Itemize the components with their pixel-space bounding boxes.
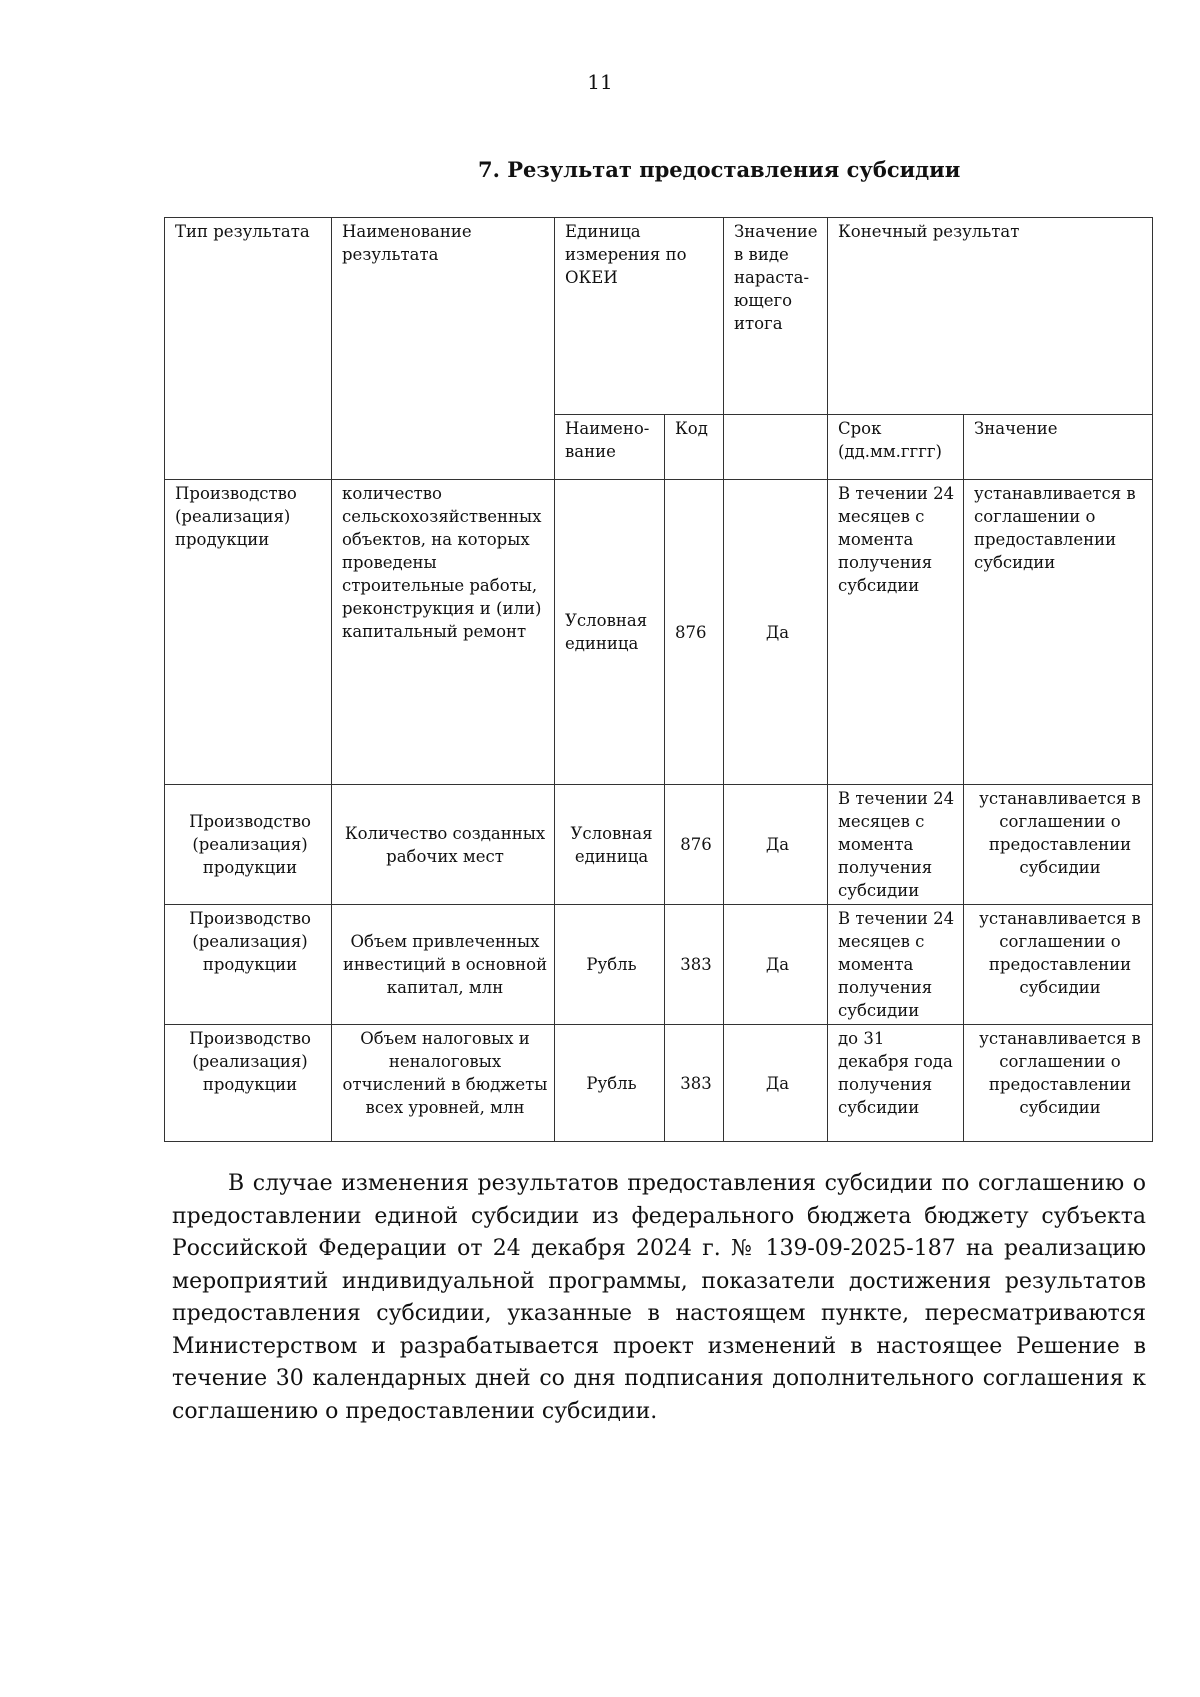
header-cumulative: Значение в виде нараста-ющего итога — [724, 218, 828, 415]
row-unit-code: 876 — [665, 785, 724, 905]
results-table — [164, 217, 1153, 1142]
row-unit-code: 383 — [665, 905, 724, 1025]
row-deadline: до 31 декабря года получения субсидии — [828, 1025, 964, 1142]
body-paragraph — [172, 1168, 1146, 1428]
table-header-row — [165, 218, 1153, 415]
row-cumulative: Да — [724, 480, 828, 785]
row-value: устанавливается в соглашении о предоставлении субсидии — [964, 905, 1153, 1025]
row-deadline: В течении 24 месяцев с момента получения субсидии — [828, 785, 964, 905]
row-type: Производство (реализация) продукции — [165, 785, 332, 905]
row-unit-name: Условная единица — [555, 480, 665, 785]
header-unit-code: Код — [665, 415, 724, 480]
row-deadline: В течении 24 месяцев с момента получения субсидии — [828, 905, 964, 1025]
row-unit-code: 383 — [665, 1025, 724, 1142]
section-title: 7. Результат предоставления субсидии — [478, 157, 961, 182]
header-cumulative-empty — [724, 415, 828, 480]
table-row — [165, 480, 1153, 785]
page-number: 11 — [587, 70, 613, 94]
row-type: Производство (реализация) продукции — [165, 1025, 332, 1142]
row-name: количество сельскохозяйственных объектов, на которых проведены строительные работы, реконструкция и (или) капитальный ремонт — [332, 480, 555, 785]
row-value: устанавливается в соглашении о предоставлении субсидии — [964, 785, 1153, 905]
row-value: устанавливается в соглашении о предоставлении субсидии — [964, 1025, 1153, 1142]
row-type: Производство (реализация) продукции — [165, 480, 332, 785]
header-unit: Единица измерения по ОКЕИ — [555, 218, 724, 415]
paragraph-text: В случае изменения результатов предоставления субсидии по соглашению о предоставлении единой субсидии из федерального бюджета бюджету субъекта Российской Федерации от 24 декабря 2024 г. № 139-09-2025-187 на реализацию мероприятий индивидуальной программы, показатели достижения результатов предоставления субсидии, указанные в настоящем пункте, пересматриваются Министерством и разрабатывается проект изменений в настоящее Решение в течение 30 календарных дней со дня подписания дополнительного соглашения к соглашению о предоставлении субсидии. — [172, 1171, 1146, 1424]
row-deadline: В течении 24 месяцев с момента получения субсидии — [828, 480, 964, 785]
row-name: Объем привлеченных инвестиций в основной капитал, млн — [332, 905, 555, 1025]
header-value: Значение — [964, 415, 1153, 480]
row-cumulative: Да — [724, 1025, 828, 1142]
header-type: Тип результата — [165, 218, 332, 480]
row-cumulative: Да — [724, 905, 828, 1025]
header-final: Конечный результат — [828, 218, 1153, 415]
row-name: Объем налоговых и неналоговых отчислений в бюджеты всех уровней, млн — [332, 1025, 555, 1142]
row-name: Количество созданных рабочих мест — [332, 785, 555, 905]
row-unit-code: 876 — [665, 480, 724, 785]
header-deadline: Срок (дд.мм.гггг) — [828, 415, 964, 480]
header-name: Наименование результата — [332, 218, 555, 480]
row-unit-name: Рубль — [555, 905, 665, 1025]
table-row — [165, 1025, 1153, 1142]
row-cumulative: Да — [724, 785, 828, 905]
table-row — [165, 905, 1153, 1025]
header-unit-name: Наимено-вание — [555, 415, 665, 480]
row-unit-name: Условная единица — [555, 785, 665, 905]
table-row — [165, 785, 1153, 905]
row-unit-name: Рубль — [555, 1025, 665, 1142]
row-value: устанавливается в соглашении о предоставлении субсидии — [964, 480, 1153, 785]
row-type: Производство (реализация) продукции — [165, 905, 332, 1025]
